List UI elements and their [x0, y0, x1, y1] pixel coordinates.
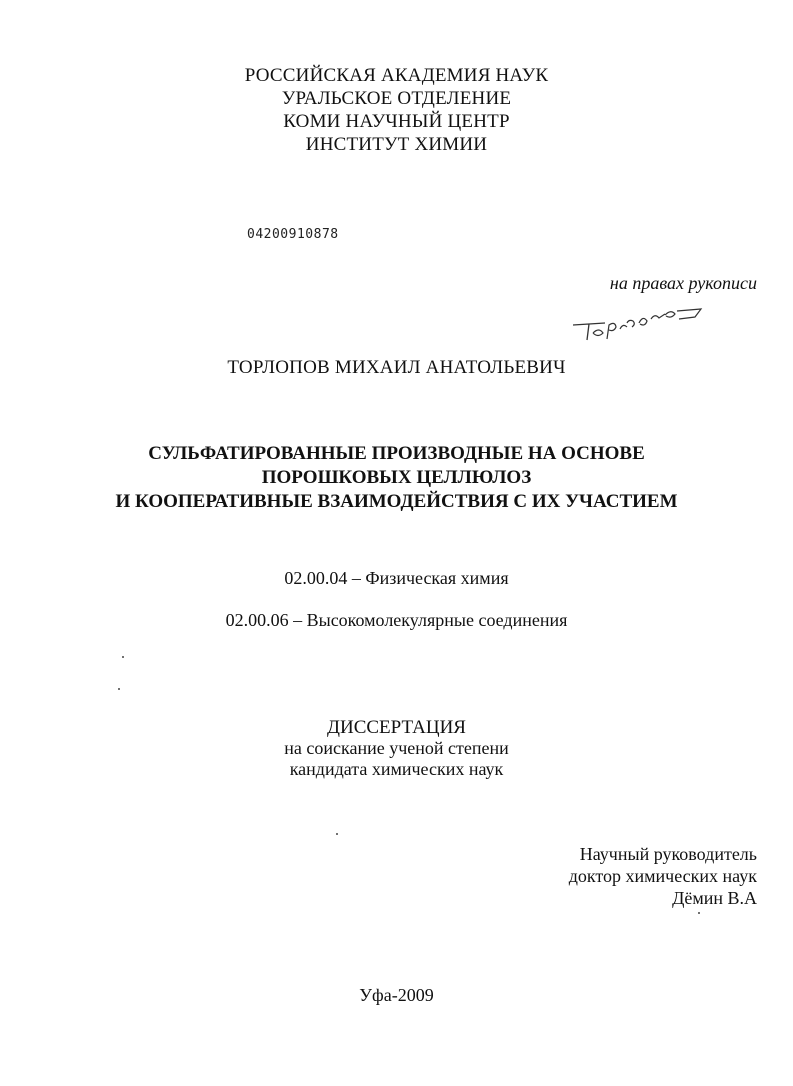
- title-line: ПОРОШКОВЫХ ЦЕЛЛЮЛОЗ: [261, 467, 532, 488]
- institution-line: КОМИ НАУЧНЫЙ ЦЕНТР: [283, 111, 510, 132]
- scan-speck: [698, 912, 700, 914]
- advisor-role: Научный руководитель: [579, 844, 757, 864]
- advisor-degree: доктор химических наук: [568, 866, 757, 886]
- scan-speck: [336, 833, 338, 835]
- city-year: Уфа-2009: [359, 985, 434, 1005]
- advisor-block: [569, 843, 757, 909]
- institution-line: РОССИЙСКАЯ АКАДЕМИЯ НАУК: [244, 65, 549, 86]
- manuscript-note: на правах рукописи: [609, 273, 757, 293]
- dissertation-heading: ДИССЕРТАЦИЯ: [327, 717, 466, 738]
- advisor-name: Дёмин В.А: [672, 888, 757, 908]
- catalog-code: 04200910878: [247, 227, 339, 242]
- dissertation-degree: кандидата химических наук: [289, 759, 504, 779]
- institution-header: [0, 64, 793, 156]
- specialty-physical-chemistry: 02.00.04 – Физическая химия: [284, 568, 509, 588]
- dissertation-block: [0, 717, 793, 780]
- title-line: СУЛЬФАТИРОВАННЫЕ ПРОИЗВОДНЫЕ НА ОСНОВЕ: [148, 443, 645, 464]
- title-line: И КООПЕРАТИВНЫЕ ВЗАИМОДЕЙСТВИЯ С ИХ УЧАСТИЕМ: [115, 491, 678, 512]
- dissertation-purpose: на соискание ученой степени: [284, 738, 509, 758]
- institution-line: ИНСТИТУТ ХИМИИ: [305, 134, 488, 155]
- dissertation-title: [0, 442, 793, 514]
- specialty-polymers: 02.00.06 – Высокомолекулярные соединения: [225, 610, 568, 630]
- handwritten-signature: [565, 295, 725, 345]
- author-name: ТОРЛОПОВ МИХАИЛ АНАТОЛЬЕВИЧ: [227, 357, 566, 378]
- institution-line: УРАЛЬСКОЕ ОТДЕЛЕНИЕ: [281, 88, 512, 109]
- scan-speck: [122, 656, 124, 658]
- scan-speck: [118, 688, 120, 690]
